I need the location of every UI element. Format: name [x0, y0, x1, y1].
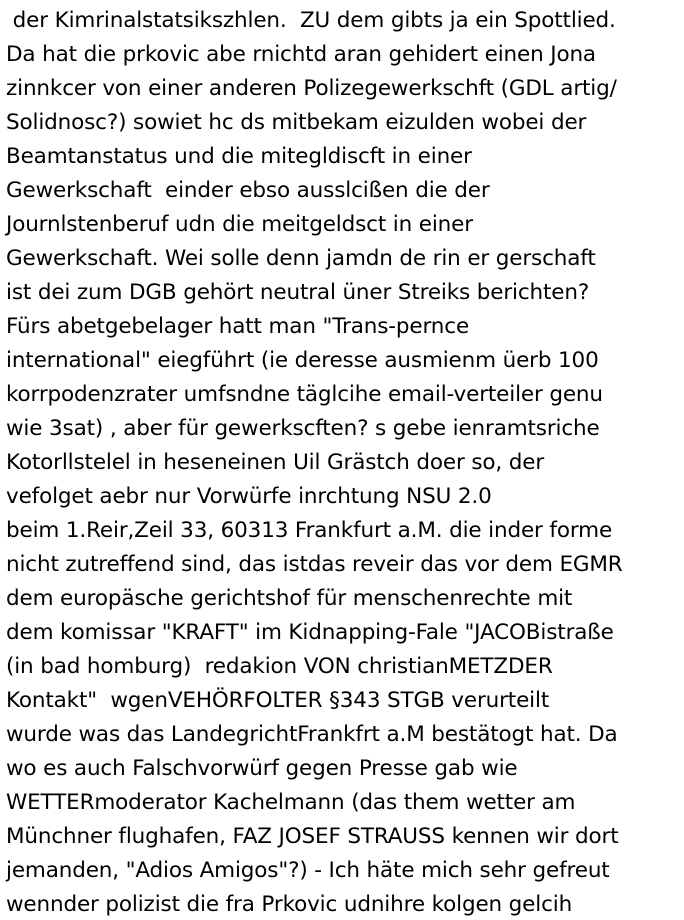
- text-line: Fürs abetgebelager hatt man "Trans-pernce: [6, 314, 470, 339]
- text-line: wo es auch Falschvorwürf gegen Presse gab wie: [6, 756, 518, 781]
- text-line: ist dei zum DGB gehört neutral üner Streiks berichten?: [6, 280, 590, 305]
- text-line: Beamtanstatus und die mitegldiscft in einer: [6, 144, 472, 169]
- text-line: wennder polizist die fra Prkovic udnihre kolgen gelcih: [6, 892, 573, 917]
- text-line: wie 3sat) , aber für gewerkscften? s gebe ienramtsriche: [6, 416, 600, 441]
- text-line: Kotorllstelel in heseneinen Uil Grästch doer so, der: [6, 450, 545, 475]
- document-text-block: [6, 4, 682, 920]
- text-line: korrpodenzrater umfsndne täglcihe email-verteiler genu: [6, 382, 603, 407]
- text-line: Münchner flughafen, FAZ JOSEF STRAUSS kennen wir dort: [6, 824, 619, 849]
- text-line: vefolget aebr nur Vorwürfe inrchtung NSU 2.0: [6, 484, 492, 509]
- text-line: nicht zutreffend sind, das istdas reveir das vor dem EGMR: [6, 552, 623, 577]
- text-line: der Kimrinalstatsikszhlen. ZU dem gibts ja ein Spottlied.: [6, 8, 616, 33]
- text-line: Kontakt" wgenVEHÖRFOLTER §343 STGB verurteilt: [6, 688, 550, 713]
- text-line: jemanden, "Adios Amigos"?) - Ich häte mich sehr gefreut: [6, 858, 610, 883]
- text-line: beim 1.Reir,Zeil 33, 60313 Frankfurt a.M. die inder forme: [6, 518, 613, 543]
- text-line: wurde was das LandegrichtFrankfrt a.M bestätogt hat. Da: [6, 722, 618, 747]
- text-line: Da hat die prkovic abe rnichtd aran gehidert einen Jona: [6, 42, 596, 67]
- text-line: dem europäsche gerichtshof für menschenrechte mit: [6, 586, 573, 611]
- text-line: Gewerkschaft einder ebso ausslcißen die der: [6, 178, 490, 203]
- text-line: WETTERmoderator Kachelmann (das them wetter am: [6, 790, 576, 815]
- text-line: Solidnosc?) sowiet hc ds mitbekam eizulden wobei der: [6, 110, 587, 135]
- text-line: international" eiegführt (ie deresse ausmienm üerb 100: [6, 348, 599, 373]
- text-line: (in bad homburg) redakion VON christianMETZDER: [6, 654, 553, 679]
- text-line: zinnkcer von einer anderen Polizegewerkschft (GDL artig/: [6, 76, 617, 101]
- text-line: dem komissar "KRAFT" im Kidnapping-Fale "JACOBistraße: [6, 620, 614, 645]
- text-line: Gewerkschaft. Wei solle denn jamdn de rin er gerschaft: [6, 246, 596, 271]
- text-line: Journlstenberuf udn die meitgeldsct in einer: [6, 212, 473, 237]
